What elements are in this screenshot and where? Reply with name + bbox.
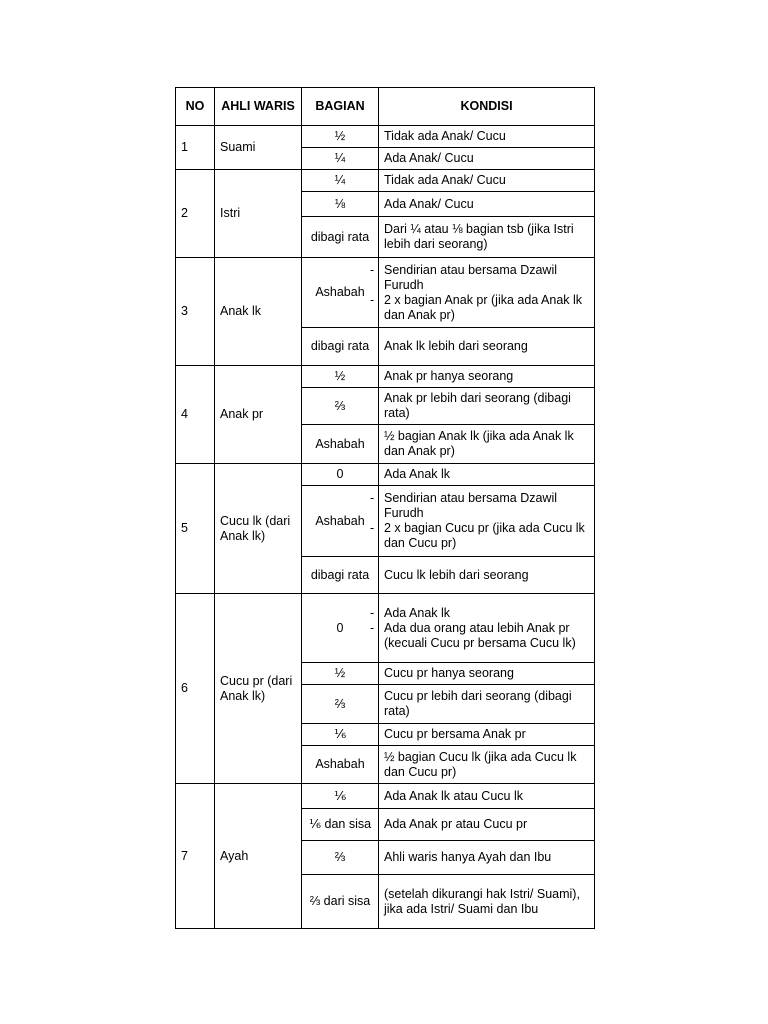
cell-no: 7 [176, 784, 215, 929]
kondisi-text: Ada Anak/ Cucu [384, 196, 474, 211]
table-row [176, 784, 595, 809]
kondisi-text: ½ bagian Anak lk (jika ada Anak lk dan Anak pr) [384, 429, 574, 458]
kondisi-text: Cucu pr hanya seorang [384, 666, 514, 680]
cell-kondisi [379, 594, 595, 663]
cell-kondisi [379, 486, 595, 557]
cell-bagian: dibagi rata [302, 217, 379, 258]
cell-kondisi [379, 192, 595, 217]
cell-bagian: ⅔ dari sisa [302, 875, 379, 929]
cell-no: 2 [176, 170, 215, 258]
cell-bagian: ⅙ dan sisa [302, 809, 379, 841]
kondisi-text: Ada Anak pr atau Cucu pr [384, 817, 528, 831]
kondisi-text: Cucu lk lebih dari seorang [384, 567, 529, 582]
kondisi-item: - 2 x bagian Anak pr (jika ada Anak lk dan Anak pr) [384, 293, 589, 323]
cell-bagian: ½ [302, 366, 379, 388]
header-ahli-waris: AHLI WARIS [215, 88, 302, 126]
cell-ahli-waris: Cucu lk (dari Anak lk) [215, 464, 302, 594]
cell-ahli-waris: Ayah [215, 784, 302, 929]
cell-bagian: ⅔ [302, 841, 379, 875]
kondisi-item: - Sendirian atau bersama Dzawil Furudh [384, 491, 589, 521]
cell-kondisi [379, 126, 595, 148]
header-no: NO [176, 88, 215, 126]
cell-kondisi [379, 724, 595, 746]
cell-kondisi [379, 148, 595, 170]
cell-kondisi [379, 217, 595, 258]
cell-kondisi [379, 366, 595, 388]
cell-kondisi [379, 875, 595, 929]
kondisi-text: Ada Anak/ Cucu [384, 151, 474, 165]
header-row [176, 88, 595, 126]
cell-ahli-waris: Suami [215, 126, 302, 170]
cell-bagian: dibagi rata [302, 328, 379, 366]
kondisi-list [384, 263, 589, 323]
cell-kondisi [379, 746, 595, 784]
kondisi-text: Cucu pr bersama Anak pr [384, 727, 526, 741]
cell-bagian: ½ [302, 126, 379, 148]
header-bagian: BAGIAN [302, 88, 379, 126]
cell-no: 4 [176, 366, 215, 464]
inheritance-table [175, 87, 595, 929]
kondisi-text: Tidak ada Anak/ Cucu [384, 173, 506, 187]
cell-bagian: Ashabah [302, 746, 379, 784]
kondisi-item: - Ada Anak lk [384, 606, 589, 621]
table-row [176, 366, 595, 388]
kondisi-item: - 2 x bagian Cucu pr (jika ada Cucu lk dan Cucu pr) [384, 521, 589, 551]
cell-kondisi [379, 685, 595, 724]
cell-no: 3 [176, 258, 215, 366]
cell-bagian: ⅙ [302, 784, 379, 809]
kondisi-item: - Sendirian atau bersama Dzawil Furudh [384, 263, 589, 293]
cell-bagian: Ashabah [302, 486, 379, 557]
cell-kondisi [379, 663, 595, 685]
cell-bagian: ¼ [302, 148, 379, 170]
cell-ahli-waris: Anak pr [215, 366, 302, 464]
cell-bagian: ⅔ [302, 685, 379, 724]
kondisi-text: Tidak ada Anak/ Cucu [384, 129, 506, 143]
table-body [176, 126, 595, 929]
cell-kondisi [379, 809, 595, 841]
kondisi-list [384, 606, 589, 651]
kondisi-text: Anak lk lebih dari seorang [384, 339, 528, 353]
cell-bagian: Ashabah [302, 258, 379, 328]
kondisi-text: Anak pr lebih dari seorang (dibagi rata) [384, 391, 571, 420]
cell-bagian: ⅛ [302, 192, 379, 217]
cell-bagian: ½ [302, 663, 379, 685]
cell-bagian: ¼ [302, 170, 379, 192]
cell-no: 6 [176, 594, 215, 784]
kondisi-text: Ahli waris hanya Ayah dan Ibu [384, 850, 552, 864]
cell-kondisi [379, 841, 595, 875]
cell-kondisi [379, 170, 595, 192]
kondisi-text: Dari ¼ atau ⅛ bagian tsb (jika Istri lebih dari seorang) [384, 222, 574, 251]
cell-bagian: Ashabah [302, 425, 379, 464]
kondisi-item: - Ada dua orang atau lebih Anak pr (kecuali Cucu pr bersama Cucu lk) [384, 621, 589, 651]
cell-kondisi [379, 425, 595, 464]
cell-kondisi [379, 557, 595, 594]
kondisi-text: ½ bagian Cucu lk (jika ada Cucu lk dan Cucu pr) [384, 749, 577, 779]
cell-kondisi [379, 464, 595, 486]
cell-kondisi [379, 258, 595, 328]
kondisi-text: Cucu pr lebih dari seorang (dibagi rata) [384, 689, 572, 718]
cell-bagian: dibagi rata [302, 557, 379, 594]
kondisi-text: (setelah dikurangi hak Istri/ Suami), jika ada Istri/ Suami dan Ibu [384, 886, 580, 916]
cell-bagian: ⅙ [302, 724, 379, 746]
cell-bagian: ⅔ [302, 388, 379, 425]
cell-no: 1 [176, 126, 215, 170]
cell-bagian: 0 [302, 464, 379, 486]
cell-no: 5 [176, 464, 215, 594]
table-row [176, 126, 595, 148]
cell-ahli-waris: Anak lk [215, 258, 302, 366]
cell-kondisi [379, 388, 595, 425]
cell-ahli-waris: Istri [215, 170, 302, 258]
table-row [176, 594, 595, 663]
cell-ahli-waris: Cucu pr (dari Anak lk) [215, 594, 302, 784]
cell-kondisi [379, 328, 595, 366]
kondisi-text: Ada Anak lk atau Cucu lk [384, 788, 523, 803]
kondisi-text: Anak pr hanya seorang [384, 369, 514, 383]
header-kondisi: KONDISI [379, 88, 595, 126]
kondisi-text: Ada Anak lk [384, 467, 451, 481]
cell-kondisi [379, 784, 595, 809]
table-row [176, 258, 595, 328]
table-row [176, 170, 595, 192]
table-row [176, 464, 595, 486]
cell-bagian: 0 [302, 594, 379, 663]
kondisi-list [384, 491, 589, 551]
